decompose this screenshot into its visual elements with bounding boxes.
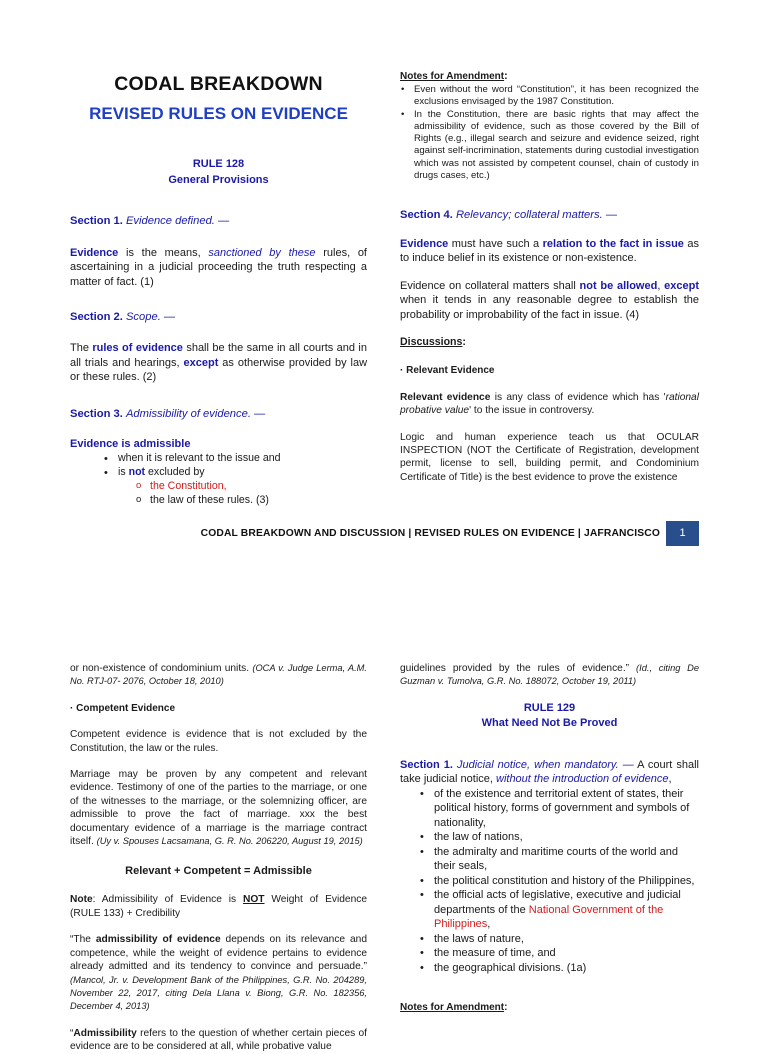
section-4-text-2: Evidence on collateral matters shall not be allowed, except when it tends in any reasonable degree to establish the probability or improbability of the fact in issue. (4): [400, 279, 699, 321]
page-number-badge: 1: [666, 521, 699, 546]
page-2: [0, 652, 768, 1053]
mancol-quote: “The admissibility of evidence depends on its relevance and competence, while the weight of evidence pertains to evidence already admitted and its tendency to convince and persuade.” (Mancol, Jr. v. Development Bank of the Philippines, G.R. No. 204289, November 22, 2017, citing Dela Llana v. Biong, G.R. No. 182356, December 4, 2013): [70, 934, 367, 1012]
left-column: [70, 662, 367, 1054]
rule-number: RULE 129: [523, 701, 576, 714]
list-item: o the Constitution,: [136, 480, 367, 494]
continued-text: or non-existence of condominium units. (OCA v. Judge Lerma, A.M. No. RTJ-07- 2076, October 18, 2010): [70, 663, 367, 687]
section-label: Section 3.: [70, 407, 123, 420]
note-item: • Even without the word “Constitution”, it has been recognized the exclusions envisaged by the 1987 Constitution.: [400, 84, 699, 109]
admissibility-formula: Relevant + Competent = Admissible: [125, 864, 312, 877]
list-item: • the law of nations,: [420, 830, 699, 845]
admissible-lead: Evidence is admissible: [70, 438, 191, 451]
section-label: Section 2.: [70, 311, 123, 324]
rule-number: RULE 128: [192, 158, 245, 171]
weight-note: Note: Admissibility of Evidence is NOT Weight of Evidence (RULE 133) + Credibility: [70, 894, 367, 919]
competent-evidence-heading: · Competent Evidence: [70, 702, 176, 714]
rule-heading: [400, 701, 699, 732]
list-item: • the geographical divisions. (1a): [420, 961, 699, 976]
right-column: [400, 662, 699, 1015]
list-item: • the measure of time, and: [420, 946, 699, 961]
section-1-text: Section 1. Judicial notice, when mandatory. — A court shall take judicial notice, without the introduction of evidence,: [400, 758, 699, 786]
judicial-notice-list: [420, 787, 699, 976]
list-item: o the law of these rules. (3): [136, 494, 367, 508]
discussions-heading: Discussions:: [400, 336, 466, 349]
relevant-evidence-text: Relevant evidence is any class of evidence which has 'rational probative value' to the issue in controversy.: [400, 391, 699, 417]
notes-title: Notes for Amendment: [400, 71, 505, 82]
page-footer: [0, 521, 768, 546]
continued-text: guidelines provided by the rules of evidence.” (Id., citing De Guzman v. Tumolva, G.R. No. 188072, October 19, 2011): [400, 663, 699, 687]
rule-title: General Provisions: [168, 173, 269, 186]
list-item: • the laws of nature,: [420, 932, 699, 947]
section-2-text: The rules of evidence shall be the same in all courts and in all trials and hearings, except as otherwise provided by law or these rules. (2): [70, 342, 368, 384]
list-item: • the admiralty and maritime courts of the world and their seals,: [420, 845, 699, 874]
admissibility-list: [104, 452, 367, 508]
section-2-heading: [70, 310, 367, 325]
section-name: Relevancy; collateral matters. —: [455, 209, 618, 222]
note-item: • In the Constitution, there are basic rights that may affect the admissibility of evidence, such as those covered by the Bill of Rights (e.g., illegal search and seizure and evidence seized, right against self-incrimination, statements during custodial investigation which was not assisted by competent counsel, chain of custody in drugs cases, etc.): [400, 109, 699, 183]
page-gap: [0, 552, 768, 652]
section-name: Admissibility of evidence. —: [125, 407, 266, 420]
document-subtitle: REVISED RULES ON EVIDENCE: [89, 103, 348, 123]
section-3-heading: [70, 407, 367, 422]
list-item: • of the existence and territorial extent of states, their political history, forms of government and symbols of nationality,: [420, 787, 699, 831]
list-item: • is not excluded by o the Constitution, o the law of these rules. (3): [104, 466, 367, 508]
document-title: CODAL BREAKDOWN: [114, 73, 323, 95]
admissibility-quote: “Admissibility refers to the question of whether certain pieces of evidence are to be considered at all, while probative value: [70, 1027, 367, 1053]
footer-text: CODAL BREAKDOWN AND DISCUSSION | REVISED RULES ON EVIDENCE | JAFRANCISCO: [200, 528, 660, 539]
section-1-heading: [70, 214, 367, 229]
relevant-evidence-heading: · Relevant Evidence: [400, 365, 495, 377]
rule-title: What Need Not Be Proved: [481, 717, 618, 730]
section-3-body: [70, 437, 367, 507]
section-4-text-1: Evidence must have such a relation to the fact in issue as to induce belief in its existence or non-existence.: [400, 237, 700, 265]
section-name: Scope. —: [125, 311, 176, 324]
competent-evidence-text: Competent evidence is evidence that is not excluded by the Constitution, the law or the rules.: [70, 729, 367, 754]
section-1-text: Evidence is the means, sanctioned by these rules, of ascertaining in a judicial proceeding the truth respecting a matter of fact. (1): [70, 246, 367, 288]
section-label: Section 4.: [400, 209, 453, 222]
section-name: Evidence defined. —: [125, 214, 230, 227]
rule-heading: [70, 157, 367, 188]
list-item: • the official acts of legislative, executive and judicial departments of the National Government of the Philippines,: [420, 888, 699, 932]
term-evidence: Evidence: [70, 246, 119, 259]
right-column: [400, 70, 699, 484]
notes-list: [400, 84, 699, 182]
section-4-heading: [400, 208, 699, 223]
notes-for-amendment: Notes for Amendment: • Even without the word “Constitution”, it has been recognized the exclusions envisaged by the 1987 Constitution. • In the Constitution, there are basic rights that may affect the admissibility of evidence, such as those covered by the Bill of Rights (e.g., illegal search and seizure and evidence seized, right against self-incrimination, statements during custodial investigation which was not assisted by competent counsel, chain of custody in drugs cases, etc.): [400, 70, 699, 182]
list-item: • when it is relevant to the issue and: [104, 452, 367, 466]
list-item: • the political constitution and history of the Philippines,: [420, 874, 699, 889]
section-label: Section 1.: [70, 214, 123, 227]
marriage-proof-text: Marriage may be proven by any competent and relevant evidence. Testimony of one of the parties to the marriage, or one of the witnesses to the marriage, or the solemnizing officer, are admissible to prove the fact of marriage. xxx the best documentary evidence of a marriage is the marriage contract itself. (Uy v. Spouses Lacsamana, G. R. No. 206220, August 19, 2015): [70, 769, 367, 848]
left-column: [70, 70, 367, 508]
notes-heading: Notes for Amendment:: [400, 1002, 508, 1014]
ocular-inspection-text: Logic and human experience teach us that OCULAR INSPECTION (NOT the Certificate of Registration, development permit, license to sell, building permit, and Condominium Certificate of Title) is the best evidence to prove the existence: [400, 431, 699, 483]
exclusion-sublist: [136, 480, 367, 508]
